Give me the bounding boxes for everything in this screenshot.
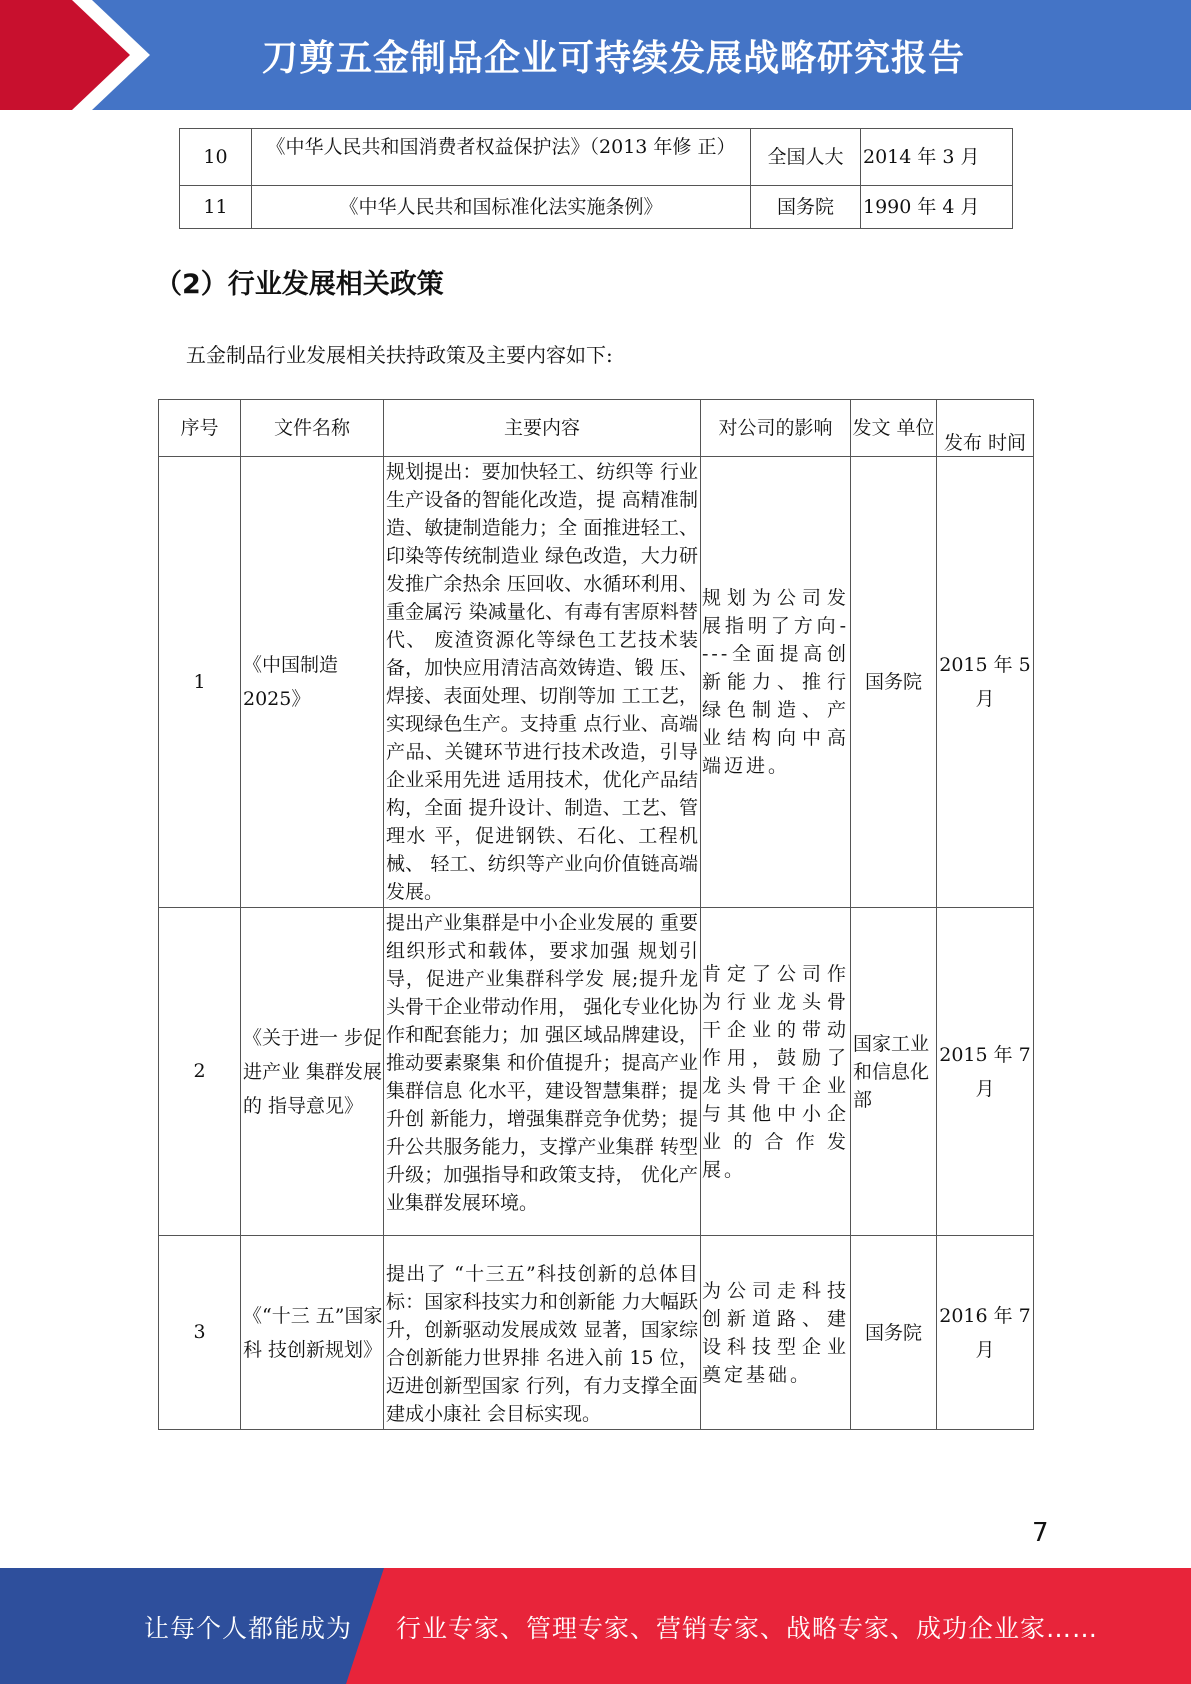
header-unit: 发文 单位 (851, 400, 937, 457)
law-issuer: 全国人大 (751, 129, 861, 186)
footer-slogan-left: 让每个人都能成为 (144, 1614, 353, 1643)
policy-content: 提出产业集群是中小企业发展的 重要组织形式和载体，要求加强 规划引导，促进产业集群科学发 展;提升龙头骨干企业带动作用， 强化专业化协作和配套能力；加 强区域品牌建设，推动要素聚集 和价值提升；提高产业集群信息 化水平，建设智慧集群；提升创 新能力，增强集群竞争优势；提 升公共服务能力，支撑产业集群 转型升级；加强指导和政策支持， 优化产业集群发展环境。 (384, 908, 701, 1236)
law-date: 1990 年 4 月 (861, 186, 1013, 229)
policy-content: 提出了 “十三五”科技创新的总体目标：国家科技实力和创新能 力大幅跃升，创新驱动发展成效 显著，国家综合创新能力世界排 名进入前 15 位，迈进创新型国家 行列，有力支撑全面建成小康社 会目标实现。 (384, 1236, 701, 1430)
policy-date: 2015 年 5 月 (937, 457, 1034, 908)
law-issuer: 国务院 (751, 186, 861, 229)
header-no: 序号 (159, 400, 241, 457)
page-number: 7 (1032, 1518, 1049, 1548)
policy-date: 2016 年 7 月 (937, 1236, 1034, 1430)
header-impact: 对公司的影响 (701, 400, 851, 457)
policy-impact: 肯定了公司作为行业龙头骨干企业的带动作用，鼓励了龙头骨干企业与其他中小企业的合作发 展。 (701, 908, 851, 1236)
section-heading: （2）行业发展相关政策 (155, 269, 444, 300)
header-content: 主要内容 (384, 400, 701, 457)
policy-unit: 国务院 (851, 1236, 937, 1430)
policy-unit: 国家工业和信息化部 (851, 908, 937, 1236)
law-date: 2014 年 3 月 (861, 129, 1013, 186)
policy-impact: 为公司走科技创新道路、建设科技型企业奠定基础。 (701, 1236, 851, 1430)
policy-doc: 《关于进一 步促进产业 集群发展的 指导意见》 (241, 908, 384, 1236)
law-name: 《中华人民共和国标准化法实施条例》 (252, 186, 751, 229)
footer-slogan-right: 行业专家、管理专家、营销专家、战略专家、成功企业家…… (396, 1614, 1099, 1643)
policy-date: 2015 年 7 月 (937, 908, 1034, 1236)
table-header-row (159, 400, 1034, 457)
policy-doc: 《中国制造 2025》 (241, 457, 384, 908)
policy-no: 2 (159, 908, 241, 1236)
page-header (0, 0, 1191, 110)
law-name: 《中华人民共和国消费者权益保护法》（2013 年修 正） (252, 129, 751, 186)
header-doc: 文件名称 (241, 400, 384, 457)
section-intro: 五金制品行业发展相关扶持政策及主要内容如下: (186, 343, 613, 367)
policy-impact: 规划为公司发展指明了方向----全面提高创新能力、推行绿色制造、产业结构向中高端迈进。 (701, 457, 851, 908)
table-row (159, 1236, 1034, 1430)
policy-unit: 国务院 (851, 457, 937, 908)
report-title: 刀剪五金制品企业可持续发展战略研究报告 (262, 38, 966, 79)
law-no: 10 (180, 129, 252, 186)
table-row (159, 457, 1034, 908)
policy-no: 1 (159, 457, 241, 908)
law-no: 11 (180, 186, 252, 229)
policy-doc: 《“十三 五”国家科 技创新规划》 (241, 1236, 384, 1430)
policy-no: 3 (159, 1236, 241, 1430)
table-row (180, 129, 1013, 186)
table-row (159, 908, 1034, 1236)
header-date: 发布 时间 (937, 400, 1034, 457)
policy-table (158, 399, 1034, 1430)
law-table (179, 128, 1013, 229)
table-row (180, 186, 1013, 229)
page-footer (0, 1568, 1191, 1684)
policy-content: 规划提出：要加快轻工、纺织等 行业生产设备的智能化改造，提 高精准制造、敏捷制造能力；全 面推进轻工、印染等传统制造业 绿色改造，大力研发推广余热余 压回收、水循环利用、重金属污 染减量化、有毒有害原料替代、 废渣资源化等绿色工艺技术装备，加快应用清洁高效铸造、锻 压、焊接、表面处理、切削等加 工工艺，实现绿色生产。支持重 点行业、高端产品、关键环节进行技术改造，引导企业采用先进 适用技术，优化产品结构，全面 提升设计、制造、工艺、管理水 平，促进钢铁、石化、工程机械、 轻工、纺织等产业向价值链高端 发展。 (384, 457, 701, 908)
